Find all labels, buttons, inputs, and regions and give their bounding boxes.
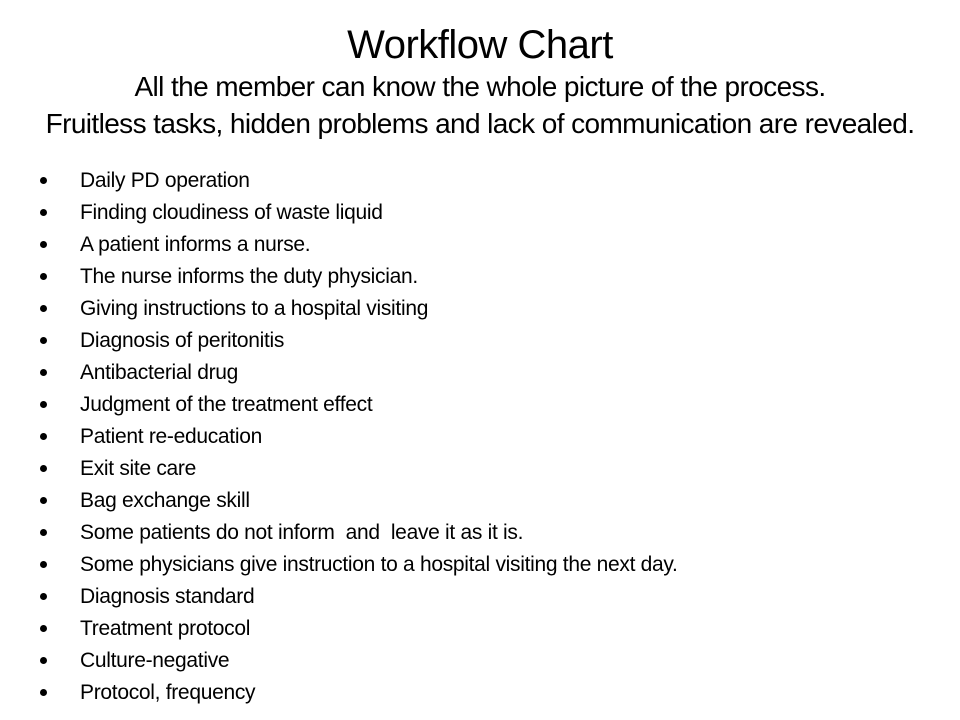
list-item [0, 325, 960, 357]
bullet-text: Giving instructions to a hospital visiting [80, 297, 429, 320]
list-item [0, 293, 960, 325]
bullet-icon [40, 209, 47, 216]
list-item [0, 485, 960, 517]
bullet-text: Exit site care [80, 457, 197, 480]
page-title: Workflow Chart [347, 23, 613, 67]
bullet-icon [40, 465, 47, 472]
bullet-text: Judgment of the treatment effect [80, 393, 373, 416]
list-item [0, 389, 960, 421]
bullet-icon [40, 433, 47, 440]
bullet-icon [40, 401, 47, 408]
bullet-text: Patient re-education [80, 425, 262, 448]
bullet-text: Some physicians give instruction to a hospital visiting the next day. [80, 553, 678, 576]
bullet-text: Finding cloudiness of waste liquid [80, 201, 383, 224]
bullet-icon [40, 337, 47, 344]
list-item [0, 261, 960, 293]
bullet-icon [40, 593, 47, 600]
bullet-icon [40, 369, 47, 376]
bullet-text: Daily PD operation [80, 169, 250, 192]
list-item [0, 645, 960, 677]
list-item [0, 453, 960, 485]
bullet-text: A patient informs a nurse. [80, 233, 311, 256]
bullet-icon [40, 241, 47, 248]
bullet-text: Diagnosis standard [80, 585, 255, 608]
bullet-text: The nurse informs the duty physician. [80, 265, 418, 288]
list-item [0, 549, 960, 581]
list-item [0, 165, 960, 197]
bullet-text: Antibacterial drug [80, 361, 239, 384]
list-item [0, 581, 960, 613]
bullet-icon [40, 561, 47, 568]
bullet-icon [40, 529, 47, 536]
subtitle-line-1: All the member can know the whole picture of the process. [134, 71, 826, 102]
list-item [0, 677, 960, 709]
bullet-icon [40, 273, 47, 280]
list-item [0, 517, 960, 549]
bullet-text: Treatment protocol [80, 617, 251, 640]
bullet-text: Culture-negative [80, 649, 230, 672]
bullet-icon [40, 497, 47, 504]
bullet-text: Diagnosis of peritonitis [80, 329, 285, 352]
list-item [0, 357, 960, 389]
bullet-icon [40, 657, 47, 664]
bullet-list [0, 165, 960, 709]
bullet-text: Bag exchange skill [80, 489, 250, 512]
list-item [0, 197, 960, 229]
bullet-text: Protocol, frequency [80, 681, 256, 704]
list-item [0, 613, 960, 645]
subtitle-line-2: Fruitless tasks, hidden problems and lack of communication are revealed. [45, 108, 915, 139]
bullet-icon [40, 177, 47, 184]
bullet-icon [40, 625, 47, 632]
list-item [0, 229, 960, 261]
bullet-text: Some patients do not inform and leave it as it is. [80, 521, 524, 544]
bullet-icon [40, 305, 47, 312]
bullet-icon [40, 689, 47, 696]
list-item [0, 421, 960, 453]
